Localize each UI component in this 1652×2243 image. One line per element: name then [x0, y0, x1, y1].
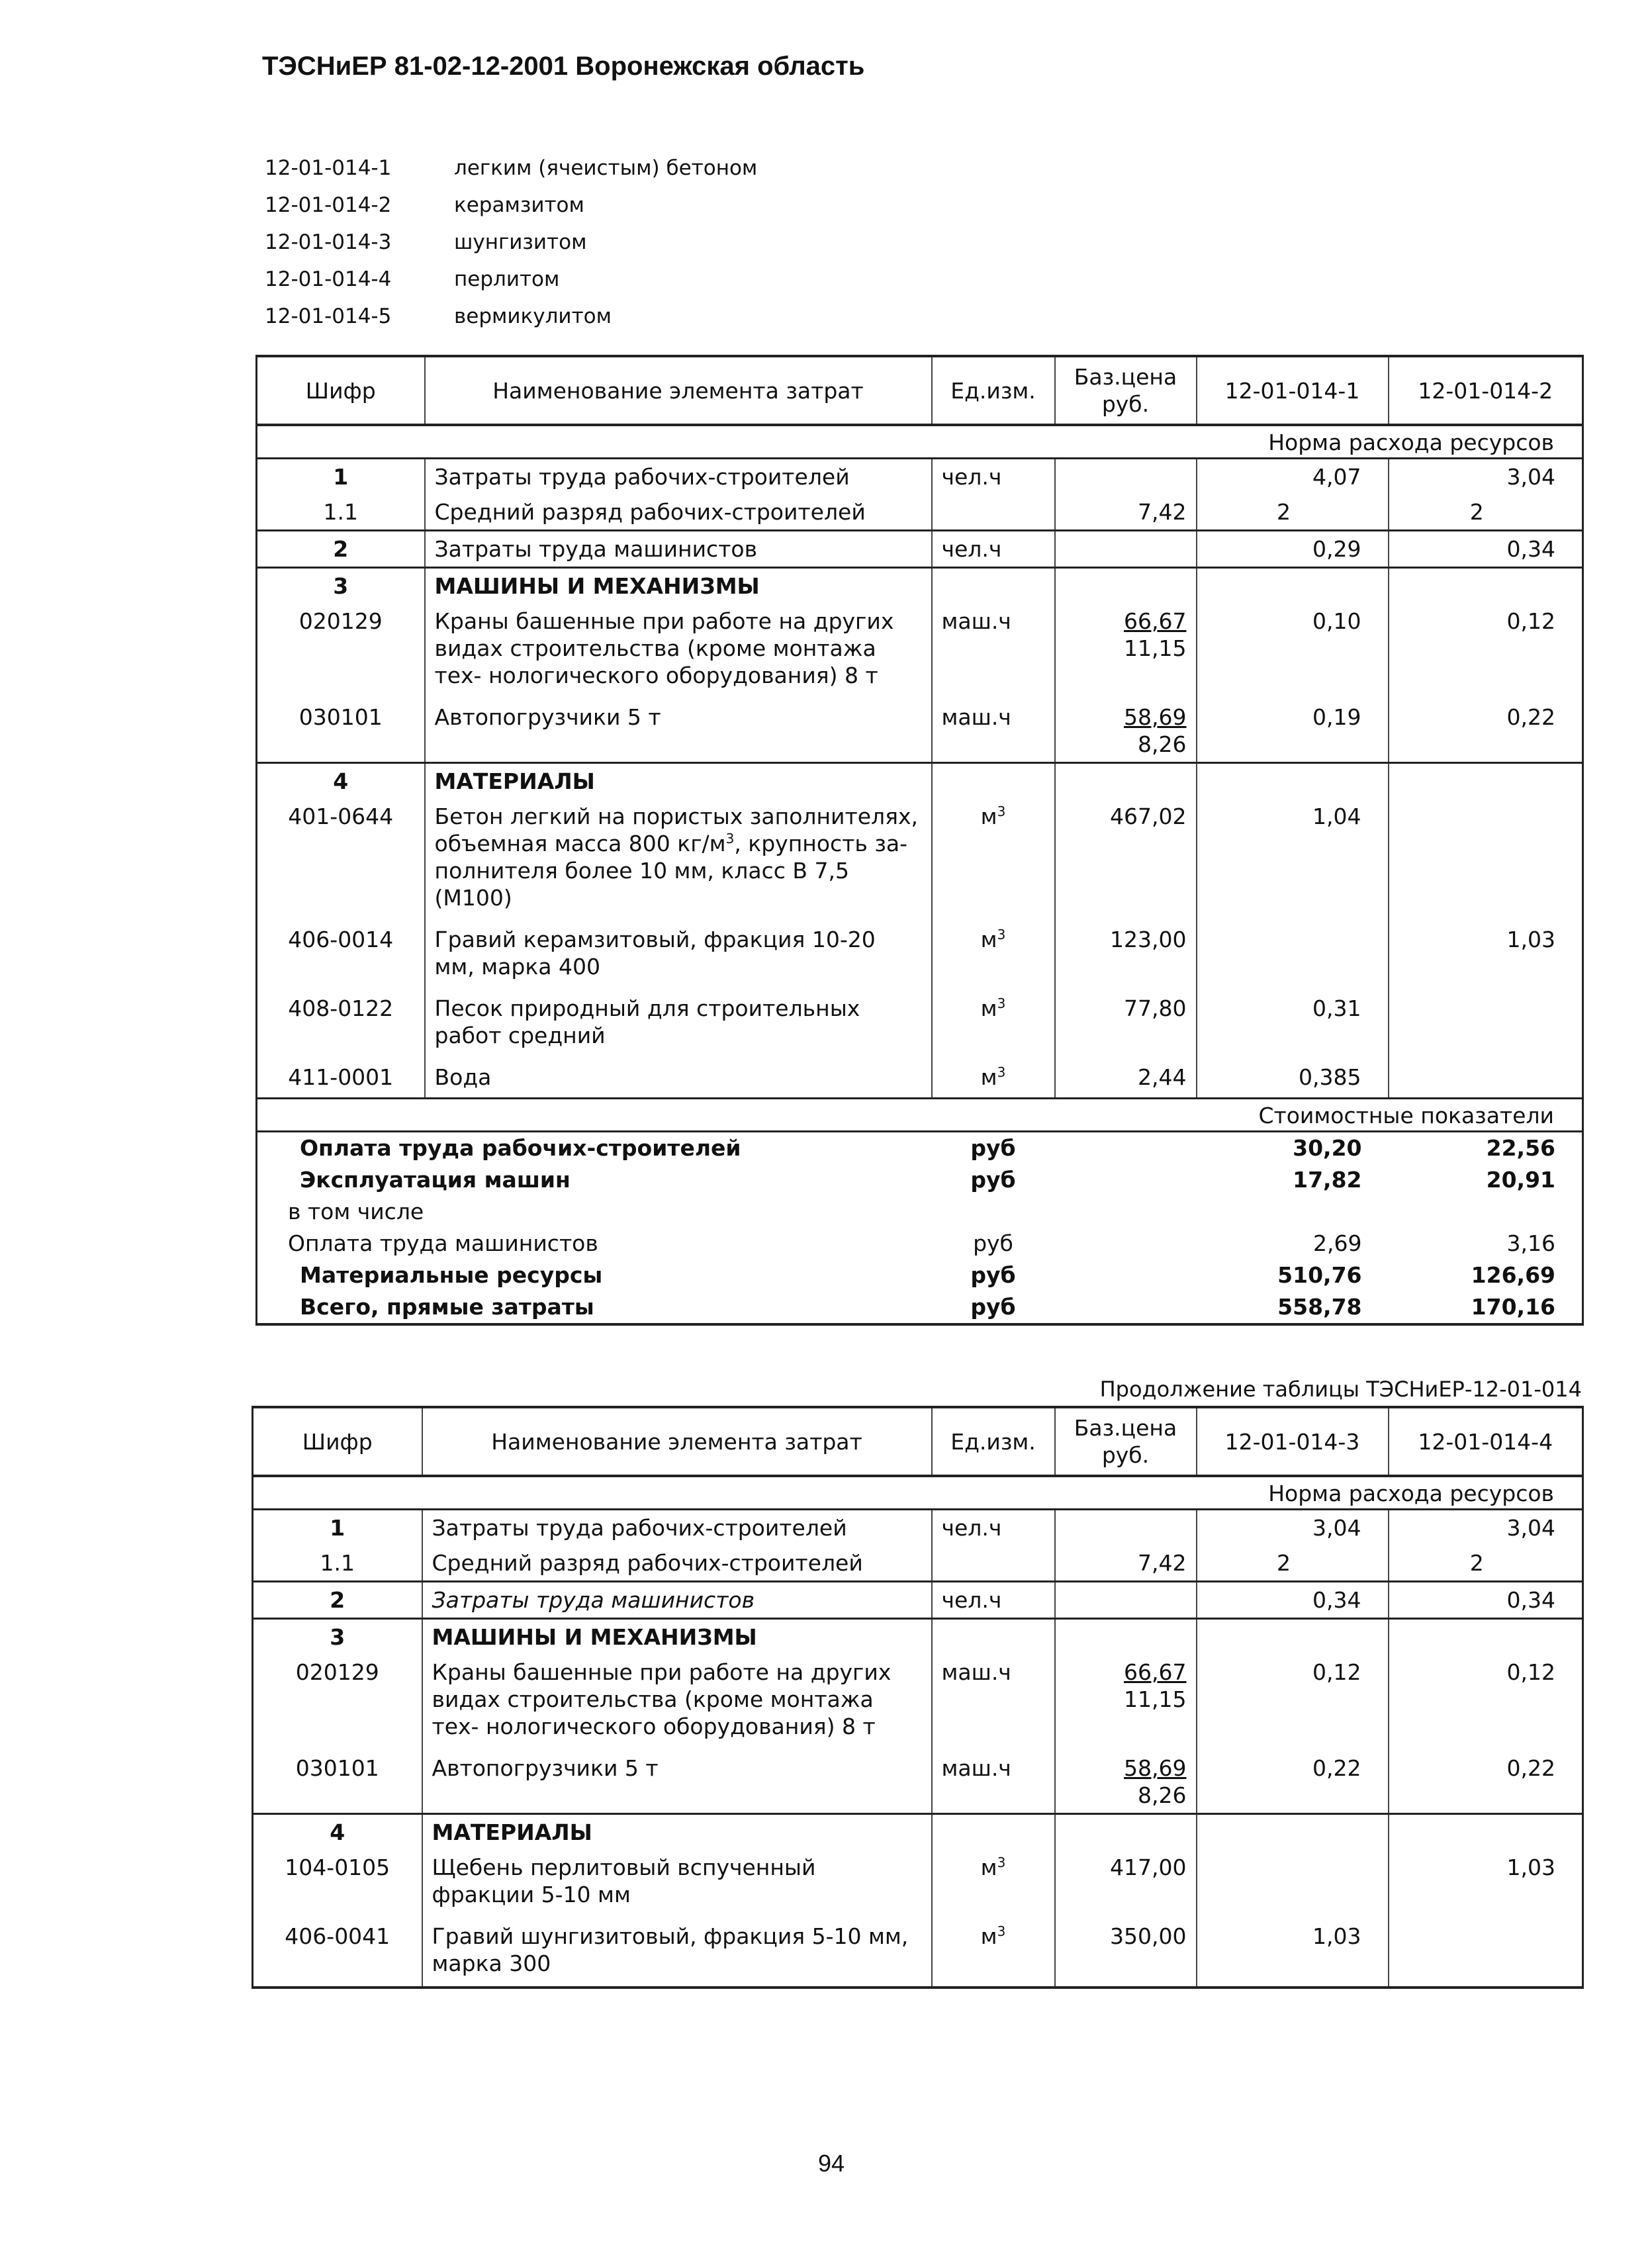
row-name: Затраты труда машинистов [425, 531, 932, 568]
row-name: Краны башенные при работе на других видах строительства (кроме монтажа тех- нологического оборудования) 8 т [422, 1655, 932, 1744]
section-row-materials [253, 1814, 1583, 1851]
table-row [253, 1912, 1583, 1988]
table-row [257, 494, 1583, 531]
section-row-machines [253, 1619, 1583, 1655]
row-price: 350,00 [1055, 1912, 1197, 1988]
cost-value-2: 22,56 [1486, 1135, 1555, 1161]
page-title: ТЭСНиЕР 81-02-12-2001 Воронежская область [262, 52, 865, 81]
cost-name: Оплата труда рабочих-строителей [300, 1135, 741, 1161]
norm-row [257, 425, 1583, 459]
row-name: Бетон легкий на пористых заполнителях, объемная масса 800 $кг/м^3$, крупность за- полнителя более 10 мм, класс В 7,5 (М100) [425, 799, 932, 915]
row-value-2: 0,22 [1506, 704, 1555, 730]
row-unit: маш.ч [932, 693, 1055, 763]
resource-table-2 [252, 1406, 1584, 1989]
cost-header-row [257, 1099, 1583, 1132]
row-price: 7,42 [1055, 494, 1197, 531]
row-name: Вода [425, 1053, 932, 1099]
row-value-2: 3,04 [1506, 1515, 1555, 1541]
row-unit [932, 1545, 1055, 1582]
variant-code: 12-01-014-2 [265, 193, 392, 217]
variant-name: легким (ячеистым) бетоном [454, 156, 758, 180]
cost-unit: руб [970, 1262, 1016, 1288]
variant-code: 12-01-014-3 [265, 230, 392, 254]
table-row [257, 531, 1583, 568]
table-row [253, 1744, 1583, 1814]
cost-value-1: 2,69 [1313, 1230, 1362, 1256]
row-value-2 [1389, 1912, 1583, 1988]
row-value-2: 1,03 [1506, 927, 1555, 952]
variant-name: керамзитом [454, 193, 584, 217]
cost-unit: руб [973, 1230, 1013, 1256]
row-unit: $м^3$ [932, 984, 1055, 1053]
cost-value-1: 30,20 [1293, 1135, 1362, 1161]
variant-item [265, 298, 757, 335]
row-value-1: 1,04 [1197, 799, 1389, 915]
row-value-1: 0,19 [1197, 693, 1389, 763]
row-value-2: 0,22 [1506, 1755, 1555, 1781]
variant-name: шунгизитом [454, 230, 587, 254]
row-name: Песок природный для строительных работ средний [425, 984, 932, 1053]
cost-value-1: 17,82 [1293, 1167, 1362, 1193]
row-unit: $м^3$ [932, 1850, 1055, 1912]
row-code: 4 [253, 1814, 422, 1851]
header-variant-4: 12-01-014-4 [1389, 1407, 1583, 1476]
section-title: МАШИНЫ И МЕХАНИЗМЫ [425, 568, 932, 604]
row-value-1 [1197, 1850, 1389, 1912]
header-price: Баз.цена руб. [1055, 1407, 1197, 1476]
table-row [253, 1655, 1583, 1744]
row-unit: чел.ч [932, 459, 1055, 495]
row-code: 2 [257, 531, 425, 568]
header-variant-1: 12-01-014-1 [1197, 356, 1389, 425]
row-unit: маш.ч [932, 604, 1055, 693]
table-row [253, 1850, 1583, 1912]
cost-label: Стоимостные показатели [257, 1099, 1583, 1132]
row-price: 417,00 [1055, 1850, 1197, 1912]
row-value-1: 0,385 [1197, 1053, 1389, 1099]
cost-row [257, 1259, 1583, 1291]
table-row [253, 1510, 1583, 1546]
row-price [1055, 1582, 1197, 1619]
variant-item [265, 150, 757, 187]
row-value-1: 0,29 [1197, 531, 1389, 568]
row-code: 030101 [253, 1744, 422, 1814]
row-name: Щебень перлитовый вспученный фракции 5-10 мм [422, 1850, 932, 1912]
cost-unit: руб [970, 1167, 1016, 1193]
row-price [1055, 1744, 1197, 1814]
cost-name: Оплата труда машинистов [288, 1230, 598, 1256]
table-row [257, 799, 1583, 915]
row-unit: чел.ч [932, 1582, 1055, 1619]
row-code: 411-0001 [257, 1053, 425, 1099]
row-value-2 [1389, 984, 1583, 1053]
variant-code: 12-01-014-1 [265, 156, 392, 180]
row-value-1: 0,12 [1197, 1655, 1389, 1744]
row-price [1055, 693, 1197, 763]
row-price [1055, 459, 1197, 495]
row-code: 020129 [253, 1655, 422, 1744]
cost-value-2: 3,16 [1506, 1230, 1555, 1256]
row-value-2: 0,34 [1389, 531, 1583, 568]
row-value-2 [1389, 799, 1583, 915]
cost-value-2: 126,69 [1471, 1262, 1555, 1288]
section-title: МАШИНЫ И МЕХАНИЗМЫ [422, 1619, 932, 1655]
row-value-1: 4,07 [1197, 459, 1389, 495]
section-title: МАТЕРИАЛЫ [425, 763, 932, 800]
row-price: 467,02 [1055, 799, 1197, 915]
header-unit: Ед.изм. [932, 1407, 1055, 1476]
row-code: 1.1 [257, 494, 425, 531]
row-value-1: 2 [1197, 494, 1389, 531]
row-value-2: 0,34 [1389, 1582, 1583, 1619]
cost-unit: руб [932, 1291, 1055, 1324]
table-row [257, 604, 1583, 693]
row-unit: чел.ч [932, 1510, 1055, 1546]
price-wage: 11,15 [1124, 635, 1187, 661]
row-value-2: 0,12 [1506, 1659, 1555, 1685]
cost-name: Материальные ресурсы [300, 1262, 603, 1288]
row-name: Средний разряд рабочих-строителей [422, 1545, 932, 1582]
cost-value-1: 558,78 [1197, 1291, 1389, 1324]
table-header-row [253, 1407, 1583, 1476]
header-price: Баз.цена руб. [1055, 356, 1197, 425]
variant-item [265, 187, 757, 224]
row-name: Средний разряд рабочих-строителей [425, 494, 932, 531]
header-code: Шифр [253, 1407, 422, 1476]
row-unit: маш.ч [932, 1655, 1055, 1744]
section-title: МАТЕРИАЛЫ [422, 1814, 932, 1851]
row-value-1: 1,03 [1197, 1912, 1389, 1988]
variant-code: 12-01-014-5 [265, 304, 392, 328]
row-code: 1 [257, 459, 425, 495]
row-name: Гравий шунгизитовый, фракция 5-10 мм, марка 300 [422, 1912, 932, 1988]
variant-list [265, 150, 757, 335]
row-price [1055, 1510, 1197, 1546]
row-code: 104-0105 [253, 1850, 422, 1912]
norm-row [253, 1476, 1583, 1510]
row-code: 4 [257, 763, 425, 800]
variant-item [265, 261, 757, 298]
table-row [257, 693, 1583, 763]
table-row [257, 459, 1583, 495]
row-name: Краны башенные при работе на других видах строительства (кроме монтажа тех- нологического оборудования) 8 т [425, 604, 932, 693]
variant-item [265, 224, 757, 261]
cost-name: Всего, прямые затраты [257, 1291, 932, 1324]
row-unit: маш.ч [932, 1744, 1055, 1814]
variant-code: 12-01-014-4 [265, 267, 392, 291]
header-unit: Ед.изм. [932, 356, 1055, 425]
price-wage: 11,15 [1124, 1686, 1187, 1712]
cost-row [257, 1196, 1583, 1228]
row-price: 77,80 [1055, 984, 1197, 1053]
row-name: Затраты труда рабочих-строителей [422, 1510, 932, 1546]
price-total: 66,67 [1124, 1659, 1187, 1685]
row-price [1055, 604, 1197, 693]
cost-row [257, 1228, 1583, 1259]
price-total: 58,69 [1124, 1755, 1187, 1781]
row-unit: $м^3$ [932, 1912, 1055, 1988]
price-total: 66,67 [1124, 608, 1187, 634]
row-unit: $м^3$ [932, 799, 1055, 915]
row-value-2: 0,12 [1506, 608, 1555, 634]
row-value-1: 2 [1197, 1545, 1389, 1582]
row-price: 7,42 [1055, 1545, 1197, 1582]
resource-table-1 [255, 355, 1584, 1326]
variant-name: перлитом [454, 267, 560, 291]
variant-name: вермикулитом [454, 304, 612, 328]
price-wage: 8,26 [1138, 1782, 1187, 1808]
row-price [1055, 1655, 1197, 1744]
row-code: 030101 [257, 693, 425, 763]
norm-label: Норма расхода ресурсов [253, 1476, 1583, 1510]
row-price: 123,00 [1055, 915, 1197, 984]
row-name: Автопогрузчики 5 т [425, 693, 932, 763]
row-price [1055, 531, 1197, 568]
row-value-1: 0,31 [1197, 984, 1389, 1053]
header-name: Наименование элемента затрат [425, 356, 932, 425]
row-code: 2 [253, 1582, 422, 1619]
cost-value-2: 170,16 [1389, 1291, 1583, 1324]
price-wage: 8,26 [1138, 731, 1187, 757]
cost-row-total [257, 1291, 1583, 1324]
row-code: 020129 [257, 604, 425, 693]
row-unit: $м^3$ [932, 1053, 1055, 1099]
row-name: Гравий керамзитовый, фракция 10-20 мм, марка 400 [425, 915, 932, 984]
row-value-1 [1197, 915, 1389, 984]
cost-name: Эксплуатация машин [300, 1167, 571, 1193]
row-code: 401-0644 [257, 799, 425, 915]
header-name: Наименование элемента затрат [422, 1407, 932, 1476]
cost-value-1: 510,76 [1277, 1262, 1362, 1288]
table-row [257, 915, 1583, 984]
row-value-2: 3,04 [1506, 464, 1555, 490]
table-row [257, 984, 1583, 1053]
row-name: Затраты труда машинистов [422, 1582, 932, 1619]
row-name: Затраты труда рабочих-строителей [425, 459, 932, 495]
header-variant-3: 12-01-014-3 [1197, 1407, 1389, 1476]
cost-name: в том числе [288, 1199, 424, 1224]
table-continuation-caption: Продолжение таблицы ТЭСНиЕР-12-01-014 [1099, 1377, 1582, 1402]
row-code: 406-0014 [257, 915, 425, 984]
row-value-2: 2 [1469, 499, 1484, 525]
section-row-materials [257, 763, 1583, 800]
row-value-2: 1,03 [1506, 1854, 1555, 1880]
header-code: Шифр [257, 356, 425, 425]
row-unit: $м^3$ [932, 915, 1055, 984]
header-variant-2: 12-01-014-2 [1389, 356, 1583, 425]
row-value-1: 0,22 [1197, 1744, 1389, 1814]
norm-label: Норма расхода ресурсов [257, 425, 1583, 459]
table-header-row [257, 356, 1583, 425]
row-unit [932, 494, 1055, 531]
table-row [257, 1053, 1583, 1099]
row-code: 408-0122 [257, 984, 425, 1053]
cost-value-2: 20,91 [1486, 1167, 1555, 1193]
table-row [253, 1582, 1583, 1619]
row-value-2: 2 [1469, 1550, 1484, 1576]
row-code: 1 [253, 1510, 422, 1546]
cost-unit: руб [970, 1135, 1016, 1161]
row-code: 1.1 [253, 1545, 422, 1582]
table-row [253, 1545, 1583, 1582]
row-name: Автопогрузчики 5 т [422, 1744, 932, 1814]
page-number: 94 [818, 2150, 845, 2177]
row-value-1: 0,34 [1197, 1582, 1389, 1619]
row-value-1: 3,04 [1197, 1510, 1389, 1546]
row-code: 3 [253, 1619, 422, 1655]
row-unit: чел.ч [932, 531, 1055, 568]
row-value-2 [1389, 1053, 1583, 1099]
row-price: 2,44 [1055, 1053, 1197, 1099]
row-value-1: 0,10 [1197, 604, 1389, 693]
row-code: 3 [257, 568, 425, 604]
section-row-machines [257, 568, 1583, 604]
row-code: 406-0041 [253, 1912, 422, 1988]
price-total: 58,69 [1124, 704, 1187, 730]
cost-row [257, 1132, 1583, 1165]
cost-row [257, 1164, 1583, 1196]
